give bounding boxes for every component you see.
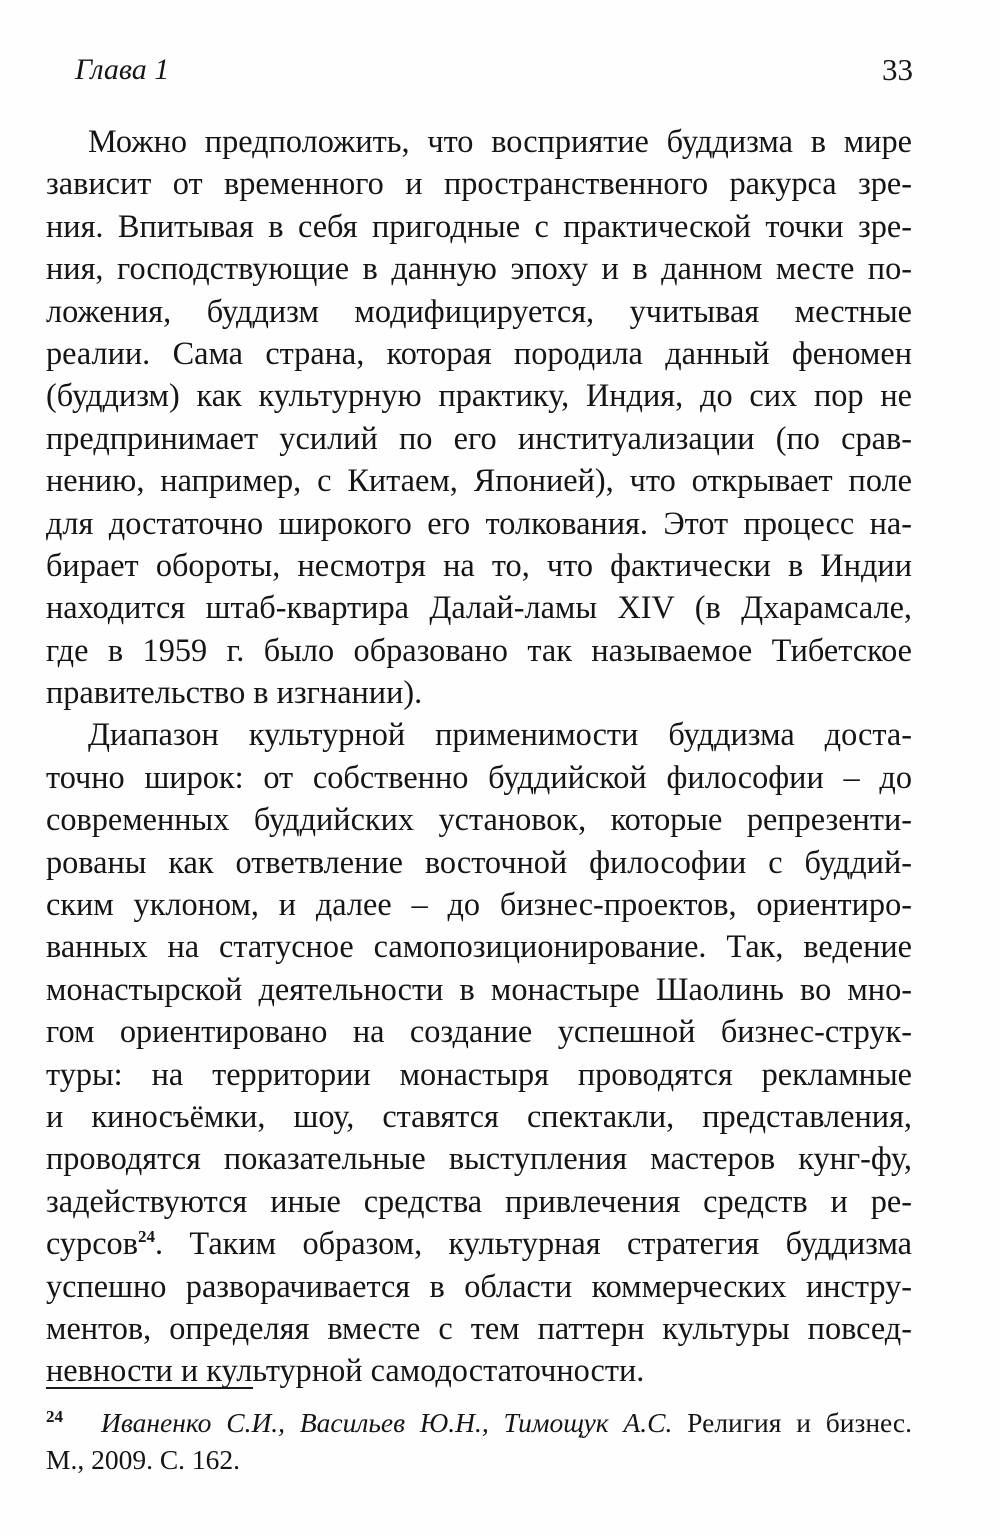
footnote-reference[interactable]: 24 — [137, 1227, 155, 1247]
chapter-title: Глава 1 — [75, 53, 170, 86]
running-header — [75, 50, 913, 94]
text-line: Диапазон культурной применимости буддизма доста- — [88, 716, 912, 753]
text-fragment: сурсов — [46, 1225, 138, 1262]
paragraph-2 — [46, 713, 912, 1391]
text-line: современных буддийских установок, которые репрезенти- — [46, 801, 912, 838]
footnote-title: Религия и бизнес. — [672, 1407, 913, 1438]
text-line: где в 1959 г. было образовано так называемое Тибетское — [46, 631, 912, 668]
text-line: точно широк: от собственно буддийской философии – до — [46, 758, 912, 795]
footnote-divider — [46, 1387, 253, 1389]
footnote-line: М., 2009. С. 162. — [46, 1444, 241, 1475]
text-line: зависит от временного и пространственного ракурса зре- — [46, 165, 912, 202]
text-line-with-footnote — [46, 1222, 912, 1264]
text-line: рованы как ответвление восточной философии с буддий- — [46, 843, 912, 880]
text-line: ложения, буддизм модифицируется, учитывая местные — [46, 292, 912, 329]
text-line: ния, господствующие в данную эпоху и в данном месте по- — [46, 250, 912, 287]
paragraph-1 — [46, 120, 912, 713]
footnote-line — [46, 1395, 912, 1438]
body-text — [46, 120, 912, 1392]
text-fragment: . Таким образом, культурная стратегия буддизма — [154, 1225, 912, 1262]
text-line: туры: на территории монастыря проводятся рекламные — [46, 1055, 912, 1092]
text-line: ским уклоном, и далее – до бизнес-проектов, ориентиро- — [46, 886, 912, 923]
text-line: бирает обороты, несмотря на то, что фактически в Индии — [46, 546, 912, 583]
text-line: для достаточно широкого его толкования. Этот процесс на- — [46, 504, 912, 541]
footnote-number: 24 — [46, 1407, 63, 1426]
text-line: правительство в изгнании). — [46, 674, 423, 711]
text-line: (буддизм) как культурную практику, Индия, до сих пор не — [46, 377, 912, 414]
text-line: гом ориентировано на создание успешной бизнес-струк- — [46, 1013, 912, 1050]
text-line: и киносъёмки, шоу, ставятся спектакли, представления, — [46, 1097, 912, 1134]
page-number: 33 — [882, 52, 913, 87]
text-line: задействуются иные средства привлечения средств и ре- — [46, 1182, 912, 1219]
text-line: невности и культурной самодостаточности. — [46, 1352, 645, 1389]
text-line: реалии. Сама страна, которая породила данный феномен — [46, 334, 912, 371]
footnote-authors: Иваненко С.И., Васильев Ю.Н., Тимощук А.С. — [101, 1407, 673, 1438]
footnote — [46, 1395, 912, 1481]
text-line: нению, например, с Китаем, Японией), что открывает поле — [46, 462, 912, 499]
text-line: предпринимает усилий по его институализации (по срав- — [46, 419, 912, 456]
text-line: проводятся показательные выступления мастеров кунг-фу, — [46, 1140, 912, 1177]
text-line: успешно разворачивается в области коммерческих инстру- — [46, 1267, 912, 1304]
text-line: ментов, определяя вместе с тем паттерн культуры повсед- — [46, 1309, 912, 1346]
text-line: ванных на статусное самопозиционирование. Так, ведение — [46, 928, 912, 965]
text-line: находится штаб-квартира Далай-ламы XIV (в Дхарамсале, — [46, 589, 912, 626]
text-line: монастырской деятельности в монастыре Шаолинь во мно- — [46, 970, 912, 1007]
text-line: Можно предположить, что восприятие буддизма в мире — [88, 123, 912, 159]
text-line: ния. Впитывая в себя пригодные с практической точки зре- — [46, 207, 912, 244]
